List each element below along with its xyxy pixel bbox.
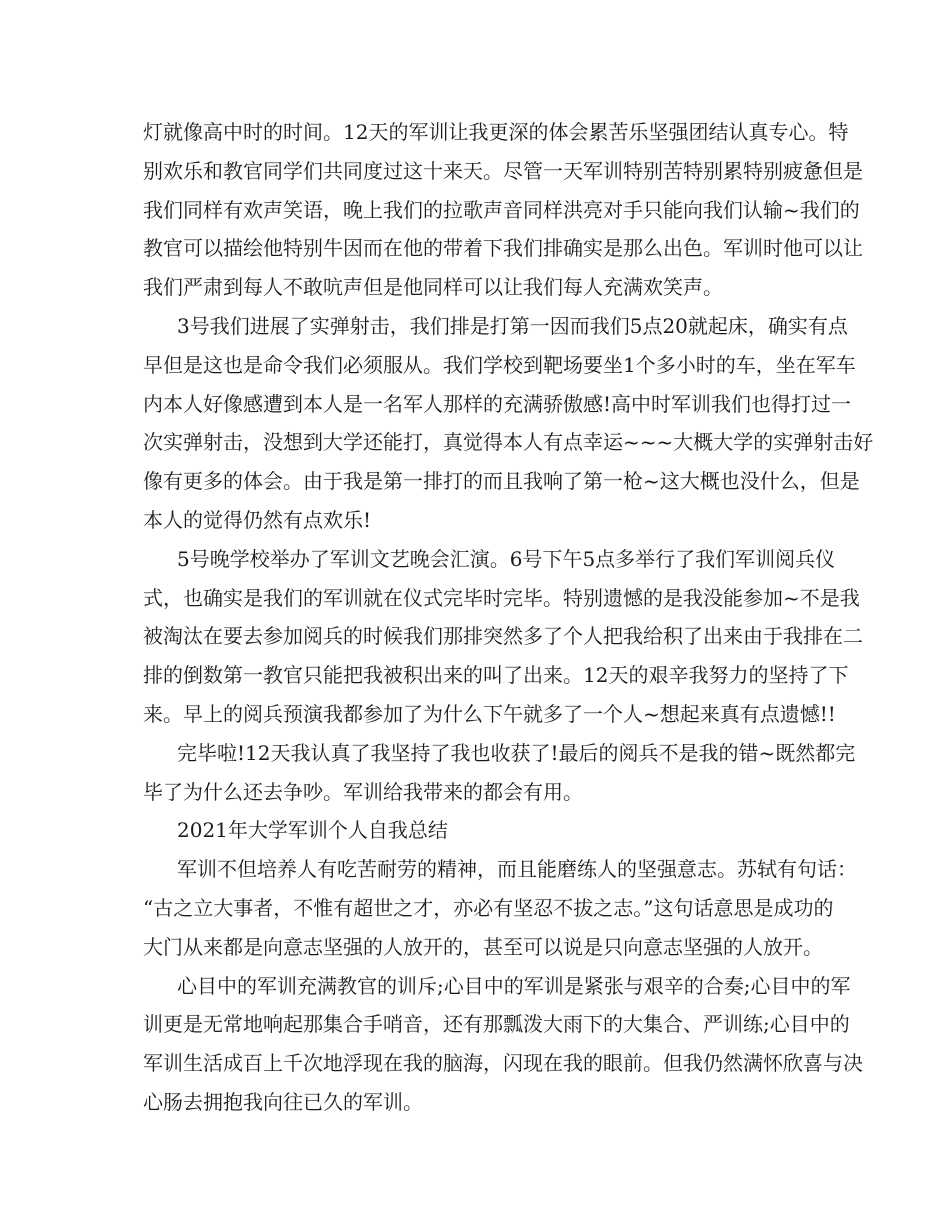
text-line: 毕了为什么还去争吵。军训给我带来的都会有用。 xyxy=(143,779,583,804)
text-line: 别欢乐和教官同学们共同度过这十来天。尽管一天军训特别苦特别累特别疲惫但是 xyxy=(143,158,863,183)
text-line: 灯就像高中时的时间。12天的军训让我更深的体会累苦乐坚强团结认真专心。特 xyxy=(143,120,849,144)
text-line: 次实弹射击，没想到大学还能打，真觉得本人有点幸运~~~大概大学的实弹射击好 xyxy=(143,430,874,455)
text-line: 早但是这也是命令我们必须服从。我们学校到靶场要坐1个多小时的车，坐在军车 xyxy=(143,352,856,377)
text-line: 心肠去拥抱我向往已久的军训。 xyxy=(143,1089,423,1114)
text-line: 来。早上的阅兵预演我都参加了为什么下午就多了一个人~想起来真有点遗憾!! xyxy=(143,701,836,726)
text-line: 本人的觉得仍然有点欢乐! xyxy=(143,507,372,532)
text-line: 3号我们进展了实弹射击，我们排是打第一因而我们5点20就起床，确实有点 xyxy=(177,313,848,338)
text-line: 训更是无常地响起那集合手哨音，还有那瓢泼大雨下的大集合、严训练;心目中的 xyxy=(143,1012,850,1037)
text-line: “古之立大事者，不惟有超世之才，亦必有坚忍不拔之志。”这句话意思是成功的 xyxy=(143,895,834,920)
text-line: 式，也确实是我们的军训就在仪式完毕时完毕。特别遗憾的是我没能参加~不是我 xyxy=(143,585,860,610)
text-line: 像有更多的体会。由于我是第一排打的而且我响了第一枪~这大概也没什么，但是 xyxy=(143,469,860,494)
text-line: 军训生活成百上千次地浮现在我的脑海，闪现在我的眼前。但我仍然满怀欣喜与决 xyxy=(143,1051,863,1076)
text-line: 5号晚学校举办了军训文艺晚会汇演。6号下午5点多举行了我们军训阅兵仪 xyxy=(177,546,836,571)
text-line: 完毕啦!12天我认真了我坚持了我也收获了!最后的阅兵不是我的错~既然都完 xyxy=(177,740,856,765)
text-line: 被淘汰在要去参加阅兵的时候我们那排突然多了个人把我给积了出来由于我排在二 xyxy=(143,624,863,649)
text-line: 内本人好像感遭到本人是一名军人那样的充满骄傲感!高中时军训我们也得打过一 xyxy=(143,391,852,416)
text-line: 我们同样有欢声笑语，晚上我们的拉歌声音同样洪亮对手只能向我们认输~我们的 xyxy=(143,197,860,222)
text-line: 我们严肃到每人不敢吭声但是他同样可以让我们每人充满欢笑声。 xyxy=(143,275,723,300)
text-line: 军训不但培养人有吃苦耐劳的精神，而且能磨练人的坚强意志。苏轼有句话： xyxy=(177,857,857,882)
text-line: 教官可以描绘他特别牛因而在他的带着下我们排确实是那么出色。军训时他可以让 xyxy=(143,236,863,261)
text-line: 心目中的军训充满教官的训斥;心目中的军训是紧张与艰辛的合奏;心目中的军 xyxy=(177,973,851,998)
text-line: 2021年大学军训个人自我总结 xyxy=(177,818,448,843)
text-line: 排的倒数第一教官只能把我被积出来的叫了出来。12天的艰辛我努力的坚持了下 xyxy=(143,663,849,688)
document-body xyxy=(143,113,874,1122)
text-line: 大门从来都是向意志坚强的人放开的，甚至可以说是只向意志坚强的人放开。 xyxy=(143,934,823,959)
